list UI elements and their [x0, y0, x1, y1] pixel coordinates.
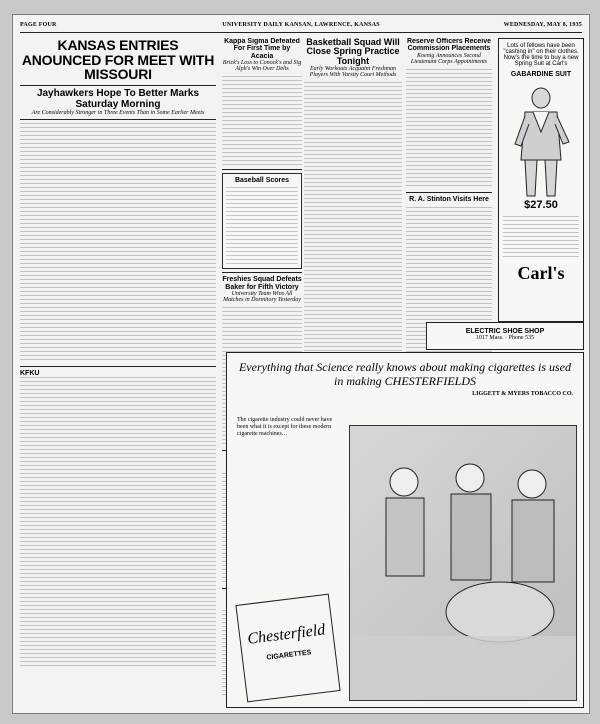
store-ad-copy: Lots of fellows have been "cashing in" on their clothes. Now's the time to buy a new Spring Suit at Carl's [503, 43, 579, 67]
chesterfield-headline: Everything that Science really knows about making cigarettes is used in making CHESTERFIELDS [238, 360, 572, 388]
left-deck: Are Considerably Stronger in Three Events Than in Some Earlier Meets [31, 110, 205, 117]
electric-shoe-shop-ad [426, 322, 584, 350]
cigarette-pack-brand: Chesterfield [246, 621, 327, 648]
newspaper-page [12, 14, 590, 714]
chesterfield-ad [226, 352, 584, 708]
left-column [20, 38, 216, 708]
electric-ad-address: 1017 Mass. · Phone 535 [475, 335, 535, 342]
frosh-headline: Freshies Squad Defeats Baker for Fifth Victory [222, 276, 302, 291]
factory-photo [349, 425, 577, 701]
frosh-subheadline: University Team Wins All Matches in Dormitory Yesterday [223, 291, 301, 304]
cigarette-pack [235, 594, 340, 703]
factory-workers-illustration [350, 426, 576, 700]
basketball-subheadline: Early Workouts Acquaint Freshman Players With Varsity Court Methods [309, 66, 397, 79]
masthead [20, 20, 582, 33]
chesterfield-company: LIGGETT & MYERS TOBACCO CO. [472, 390, 573, 397]
reserve-headline: Reserve Officers Receive Commission Placements [406, 38, 492, 53]
cigarette-pack-label: CIGARETTES [266, 649, 312, 662]
chesterfield-copy: The cigarette industry could never have been what it is except for these modern cigarette machines… [237, 417, 333, 438]
paper-title: UNIVERSITY DAILY KANSAN, LAWRENCE, KANSAS [222, 22, 380, 28]
kappa-sigma-headline: Kappa Sigma Defeated For First Time by Acacia [224, 38, 300, 60]
kfku-heading: KFKU [20, 370, 40, 378]
store-ad-suit: GABARDINE SUIT [510, 71, 572, 78]
kappa-sigma-subheadline: Brick's Loss to Conock's and Sig Alph's Win Over Delts [222, 60, 302, 73]
basketball-headline: Basketball Squad Will Close Spring Practice Tonight [306, 38, 400, 66]
electric-ad-title: ELECTRIC SHOE SHOP [465, 328, 545, 335]
reserve-subheadline: Koenig Announces Second Lieutenant Corps Appointments [410, 52, 488, 65]
left-subheadline: Jayhawkers Hope To Better Marks Saturday Morning [36, 88, 200, 110]
suited-man-illustration [499, 80, 583, 200]
stinton-headline: R. A. Stinton Visits Here [409, 195, 489, 203]
store-ad-name: Carl's [517, 262, 565, 283]
issue-date: WEDNESDAY, MAY 8, 1935 [503, 22, 582, 28]
baseball-box [222, 173, 302, 269]
main-headline: KANSAS ENTRIES ANOUNCED FOR MEET WITH MISSOURI [21, 38, 215, 83]
page-number: PAGE FOUR [20, 22, 57, 28]
clothing-store-ad [498, 38, 584, 322]
store-ad-price: $27.50 [524, 199, 558, 212]
baseball-headline: Baseball Scores [234, 177, 290, 185]
